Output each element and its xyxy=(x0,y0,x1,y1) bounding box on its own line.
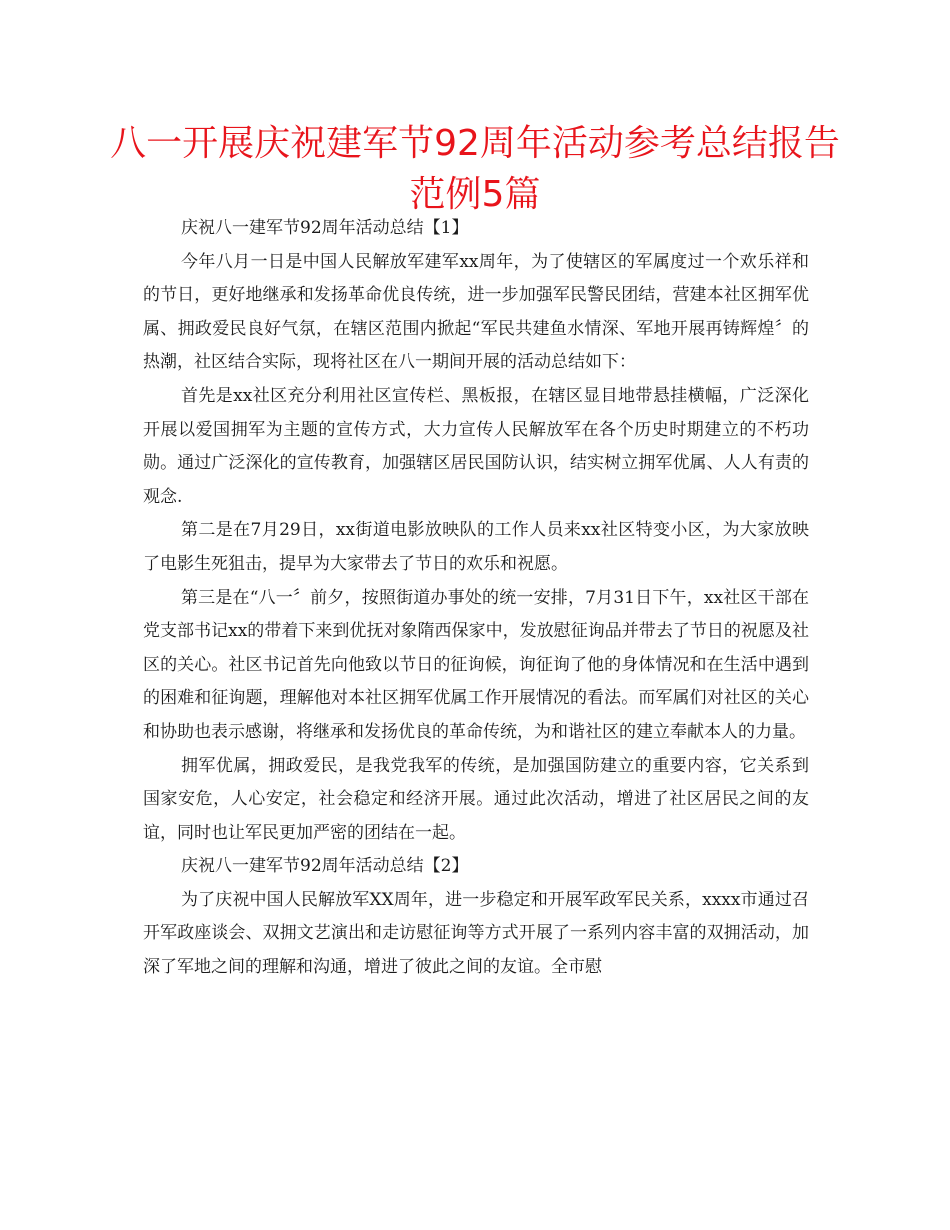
section-heading-1: 庆祝八一建军节92周年活动总结【1】 xyxy=(181,218,469,238)
title-line-2: 范例5篇 xyxy=(409,174,541,215)
document-body xyxy=(143,212,809,985)
body-paragraph: 今年八月一日是中国人民解放军建军xx周年，为了使辖区的军属度过一个欢乐祥和的节日，更好地继承和发扬革命优良传统，进一步加强军民警民团结，营建本社区拥军优属、拥政爱民良好气氛，在辖区范围内掀起“军民共建鱼水情深、军地开展再铸辉煌〞的热潮，社区结合实际，现将社区在八一期间开展的活动总结如下： xyxy=(143,251,809,373)
body-paragraph: 拥军优属，拥政爱民，是我党我军的传统，是加强国防建立的重要内容，它关系到国家安危，人心安定，社会稳定和经济开展。通过此次活动，增进了社区居民之间的友谊，同时也让军民更加严密的团结在一起。 xyxy=(143,755,809,843)
body-paragraph: 为了庆祝中国人民解放军XX周年，进一步稳定和开展军政军民关系，xxxx市通过召开军政座谈会、双拥文艺演出和走访慰征询等方式开展了一系列内容丰富的双拥活动，加深了军地之间的理解和沟通，增进了彼此之间的友谊。全市慰 xyxy=(143,889,809,978)
title-line-1: 八一开展庆祝建军节92周年活动参考总结报告 xyxy=(110,123,840,164)
body-paragraph: 第二是在7月29日，xx街道电影放映队的工作人员来xx社区特变小区，为大家放映了电影生死狙击，提早为大家带去了节日的欢乐和祝愿。 xyxy=(143,520,809,574)
body-paragraph: 第三是在“八一〞前夕，按照街道办事处的统一安排，7月31日下午，xx社区干部在党支部书记xx的带着下来到优抚对象隋西保家中，发放慰征询品并带去了节日的祝愿及社区的关心。社区书记首先向他致以节日的征询候，询征询了他的身体情况和在生活中遇到的困难和征询题，理解他对本社区拥军优属工作开展情况的看法。而军属们对社区的关心和协助也表示感谢，将继承和发扬优良的革命传统，为和谐社区的建立奉献本人的力量。 xyxy=(143,587,809,742)
section-heading-2: 庆祝八一建军节92周年活动总结【2】 xyxy=(181,856,469,877)
document-title xyxy=(100,118,850,220)
body-paragraph: 首先是xx社区充分利用社区宣传栏、黑板报，在辖区显目地带悬挂横幅，广泛深化开展以爱国拥军为主题的宣传方式，大力宣传人民解放军在各个历史时期建立的不朽功勋。通过广泛深化的宣传教育，加强辖区居民国防认识，结实树立拥军优属、人人有责的观念. xyxy=(143,385,809,507)
